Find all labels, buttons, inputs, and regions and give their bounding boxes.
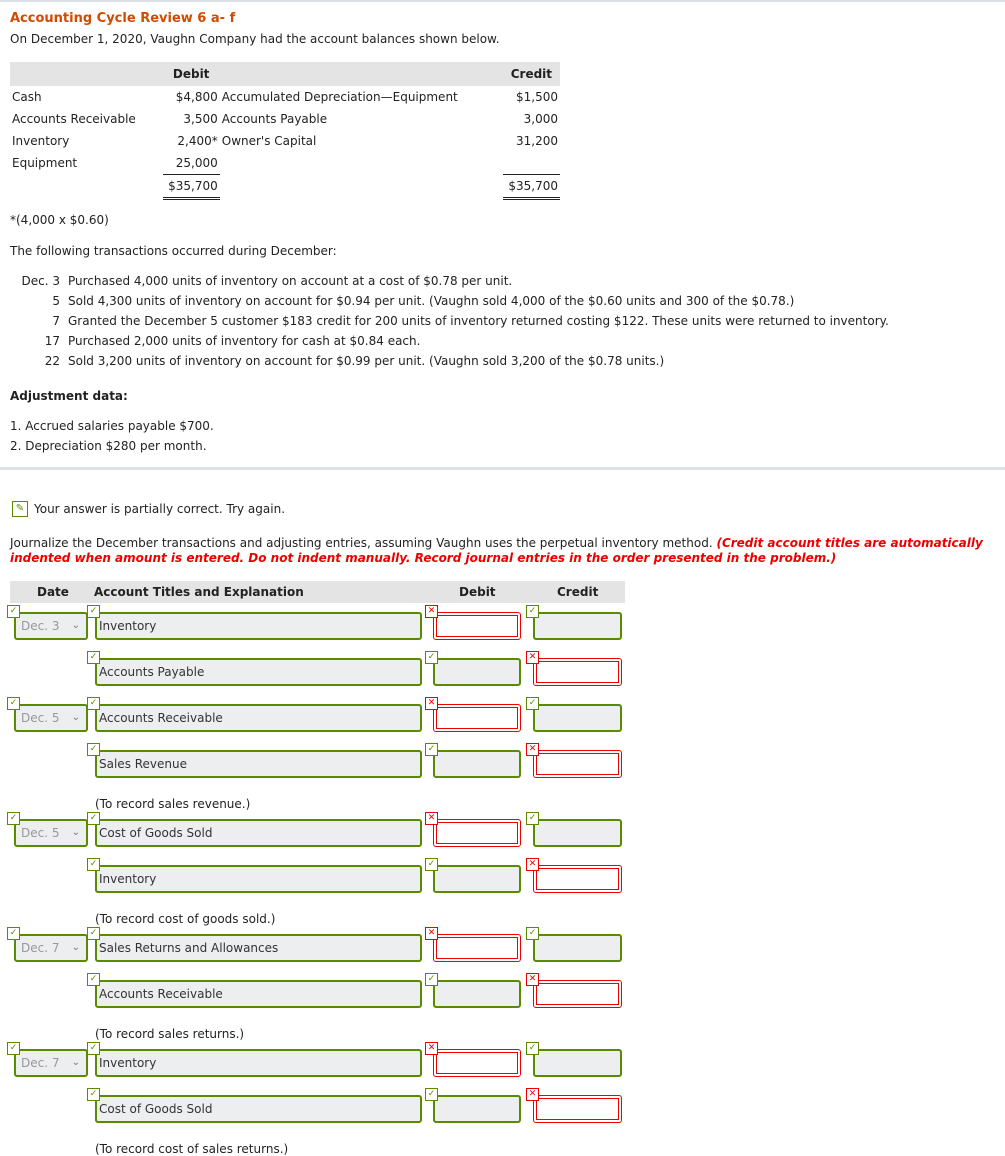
transaction-date: Dec. 3 xyxy=(21,274,60,288)
answer-status xyxy=(12,501,285,517)
balance-damt: 25,000 xyxy=(175,156,218,170)
transaction-date: 17 xyxy=(44,334,60,348)
explanation-text: (To record cost of sales returns.) xyxy=(95,1142,289,1156)
balance-cacct: Owner's Capital xyxy=(221,134,317,148)
check-icon: ✓ xyxy=(425,743,438,756)
check-icon: ✓ xyxy=(87,697,100,710)
check-icon: ✓ xyxy=(87,1042,100,1055)
debit-input[interactable] xyxy=(433,1049,521,1077)
balance-damt: $4,800 xyxy=(175,90,218,104)
debit-input[interactable] xyxy=(433,865,521,893)
credit-header: Credit xyxy=(503,62,560,86)
debit-input[interactable] xyxy=(433,704,521,732)
top-divider xyxy=(0,0,1005,2)
balance-damt: 2,400* xyxy=(177,134,218,148)
credit-input[interactable] xyxy=(533,1095,622,1123)
account-input[interactable]: Inventory xyxy=(95,612,422,640)
credit-input[interactable] xyxy=(533,1049,622,1077)
account-input[interactable]: Accounts Payable xyxy=(95,658,422,686)
x-icon: ✕ xyxy=(526,1088,539,1101)
x-icon: ✕ xyxy=(425,605,438,618)
debit-input[interactable] xyxy=(433,1095,521,1123)
check-icon: ✓ xyxy=(425,651,438,664)
account-input[interactable]: Sales Revenue xyxy=(95,750,422,778)
explanation-text: (To record cost of goods sold.) xyxy=(95,912,276,926)
check-icon: ✓ xyxy=(7,927,20,940)
transaction-date: 22 xyxy=(44,354,60,368)
balance-row xyxy=(10,108,560,130)
journal-credit-header: Credit xyxy=(557,585,599,599)
credit-input[interactable] xyxy=(533,865,622,893)
explanation-text: (To record sales revenue.) xyxy=(95,797,251,811)
check-icon: ✓ xyxy=(87,973,100,986)
check-icon: ✓ xyxy=(7,812,20,825)
balance-camt xyxy=(503,152,560,175)
transaction-text: Granted the December 5 customer $183 credit for 200 units of inventory returned costing $122. These units were returned to inventory. xyxy=(68,314,889,328)
transaction-text: Purchased 4,000 units of inventory on account at a cost of $0.78 per unit. xyxy=(68,274,513,288)
transaction-item xyxy=(10,334,889,354)
check-icon: ✓ xyxy=(526,697,539,710)
transaction-text: Sold 3,200 units of inventory on account for $0.99 per unit. (Vaughn sold 3,200 of the $0.78 units.) xyxy=(68,354,665,368)
instructions-text: Journalize the December transactions and adjusting entries, assuming Vaughn uses the perpetual inventory method. xyxy=(10,536,717,550)
journal-header xyxy=(10,581,625,603)
account-input[interactable]: Sales Returns and Allowances xyxy=(95,934,422,962)
balance-dacct: Inventory xyxy=(12,134,70,148)
balance-camt: $1,500 xyxy=(516,90,558,104)
debit-input[interactable] xyxy=(433,750,521,778)
debit-input[interactable] xyxy=(433,819,521,847)
date-select[interactable]: Dec. 7 ⌄ xyxy=(14,1049,88,1077)
status-text: Your answer is partially correct. Try again. xyxy=(34,502,286,516)
check-icon: ✓ xyxy=(526,1042,539,1055)
balance-dacct: Accounts Receivable xyxy=(12,112,136,126)
account-input[interactable]: Cost of Goods Sold xyxy=(95,1095,422,1123)
balance-row xyxy=(10,130,560,152)
x-icon: ✕ xyxy=(526,858,539,871)
balance-camt: 31,200 xyxy=(516,134,558,148)
credit-input[interactable] xyxy=(533,980,622,1008)
check-icon: ✓ xyxy=(425,1088,438,1101)
credit-total: $35,700 xyxy=(503,175,560,199)
account-input[interactable]: Accounts Receivable xyxy=(95,704,422,732)
debit-input[interactable] xyxy=(433,658,521,686)
check-icon: ✓ xyxy=(7,697,20,710)
x-icon: ✕ xyxy=(526,973,539,986)
check-icon: ✓ xyxy=(526,927,539,940)
balance-row xyxy=(10,152,560,175)
x-icon: ✕ xyxy=(526,651,539,664)
date-select[interactable]: Dec. 3 ⌄ xyxy=(14,612,88,640)
instructions-note: (Credit account titles are automatically indented when amount is entered. Do not indent manually. Record journal entries in the order presented in the problem.) xyxy=(10,536,983,565)
chevron-down-icon: ⌄ xyxy=(71,1057,80,1068)
debit-total: $35,700 xyxy=(163,175,220,199)
credit-input[interactable] xyxy=(533,704,622,732)
chevron-down-icon: ⌄ xyxy=(71,620,80,631)
transaction-date: 7 xyxy=(52,314,60,328)
account-input[interactable]: Inventory xyxy=(95,1049,422,1077)
account-header: Account Titles and Explanation xyxy=(94,585,304,599)
date-select[interactable]: Dec. 7 ⌄ xyxy=(14,934,88,962)
adjustment-item: 1. Accrued salaries payable $700. xyxy=(10,419,214,433)
check-icon: ✓ xyxy=(425,858,438,871)
credit-input[interactable] xyxy=(533,658,622,686)
date-select[interactable]: Dec. 5 ⌄ xyxy=(14,704,88,732)
date-select[interactable]: Dec. 5 ⌄ xyxy=(14,819,88,847)
check-icon: ✓ xyxy=(87,1088,100,1101)
adjustments-list xyxy=(10,419,214,459)
check-icon: ✓ xyxy=(526,812,539,825)
balance-camt: 3,000 xyxy=(523,112,558,126)
explanation-text: (To record sales returns.) xyxy=(95,1027,245,1041)
transaction-item xyxy=(10,294,889,314)
check-icon: ✓ xyxy=(87,858,100,871)
x-icon: ✕ xyxy=(425,1042,438,1055)
chevron-down-icon: ⌄ xyxy=(71,827,80,838)
transaction-text: Purchased 2,000 units of inventory for cash at $0.84 each. xyxy=(68,334,421,348)
pencil-icon: ✎ xyxy=(12,501,28,517)
check-icon: ✓ xyxy=(425,973,438,986)
transaction-item xyxy=(10,274,889,294)
balance-cacct: Accumulated Depreciation—Equipment xyxy=(221,90,458,104)
credit-input[interactable] xyxy=(533,934,622,962)
check-icon: ✓ xyxy=(87,605,100,618)
transactions-list xyxy=(10,274,889,374)
balance-row xyxy=(10,86,560,108)
intro-text: On December 1, 2020, Vaughn Company had the account balances shown below. xyxy=(10,32,500,46)
check-icon: ✓ xyxy=(87,651,100,664)
instructions xyxy=(10,536,995,566)
adjustment-item: 2. Depreciation $280 per month. xyxy=(10,439,207,453)
adjustment-heading: Adjustment data: xyxy=(10,389,128,403)
debit-input[interactable] xyxy=(433,934,521,962)
chevron-down-icon: ⌄ xyxy=(71,942,80,953)
check-icon: ✓ xyxy=(7,605,20,618)
account-input[interactable]: Inventory xyxy=(95,865,422,893)
problem-title: Accounting Cycle Review 6 a- f xyxy=(10,11,236,26)
footnote: *(4,000 x $0.60) xyxy=(10,213,109,227)
journal-debit-header: Debit xyxy=(459,585,496,599)
debit-input[interactable] xyxy=(433,612,521,640)
date-header: Date xyxy=(37,585,69,599)
balance-dacct: Cash xyxy=(12,90,42,104)
balance-cacct xyxy=(220,152,503,175)
check-icon: ✓ xyxy=(87,812,100,825)
balance-dacct: Equipment xyxy=(12,156,78,171)
credit-input[interactable] xyxy=(533,819,622,847)
transaction-item xyxy=(10,354,889,374)
check-icon: ✓ xyxy=(526,605,539,618)
transaction-date: 5 xyxy=(52,294,60,308)
chevron-down-icon: ⌄ xyxy=(71,712,80,723)
x-icon: ✕ xyxy=(425,812,438,825)
balance-damt: 3,500 xyxy=(183,112,218,126)
debit-header: Debit xyxy=(163,62,220,86)
transactions-intro: The following transactions occurred during December: xyxy=(10,244,337,258)
section-divider xyxy=(0,467,1005,470)
check-icon: ✓ xyxy=(87,743,100,756)
account-input[interactable]: Accounts Receivable xyxy=(95,980,422,1008)
credit-input[interactable] xyxy=(533,612,622,640)
debit-input[interactable] xyxy=(433,980,521,1008)
transaction-text: Sold 4,300 units of inventory on account for $0.94 per unit. (Vaughn sold 4,000 of the $0.60 units and 300 of the $0.78.) xyxy=(68,294,795,308)
x-icon: ✕ xyxy=(425,697,438,710)
credit-input[interactable] xyxy=(533,750,622,778)
transaction-item xyxy=(10,314,889,334)
x-icon: ✕ xyxy=(425,927,438,940)
x-icon: ✕ xyxy=(526,743,539,756)
balances-table xyxy=(10,62,560,200)
check-icon: ✓ xyxy=(87,927,100,940)
check-icon: ✓ xyxy=(7,1042,20,1055)
account-input[interactable]: Cost of Goods Sold xyxy=(95,819,422,847)
balance-cacct: Accounts Payable xyxy=(221,112,328,126)
